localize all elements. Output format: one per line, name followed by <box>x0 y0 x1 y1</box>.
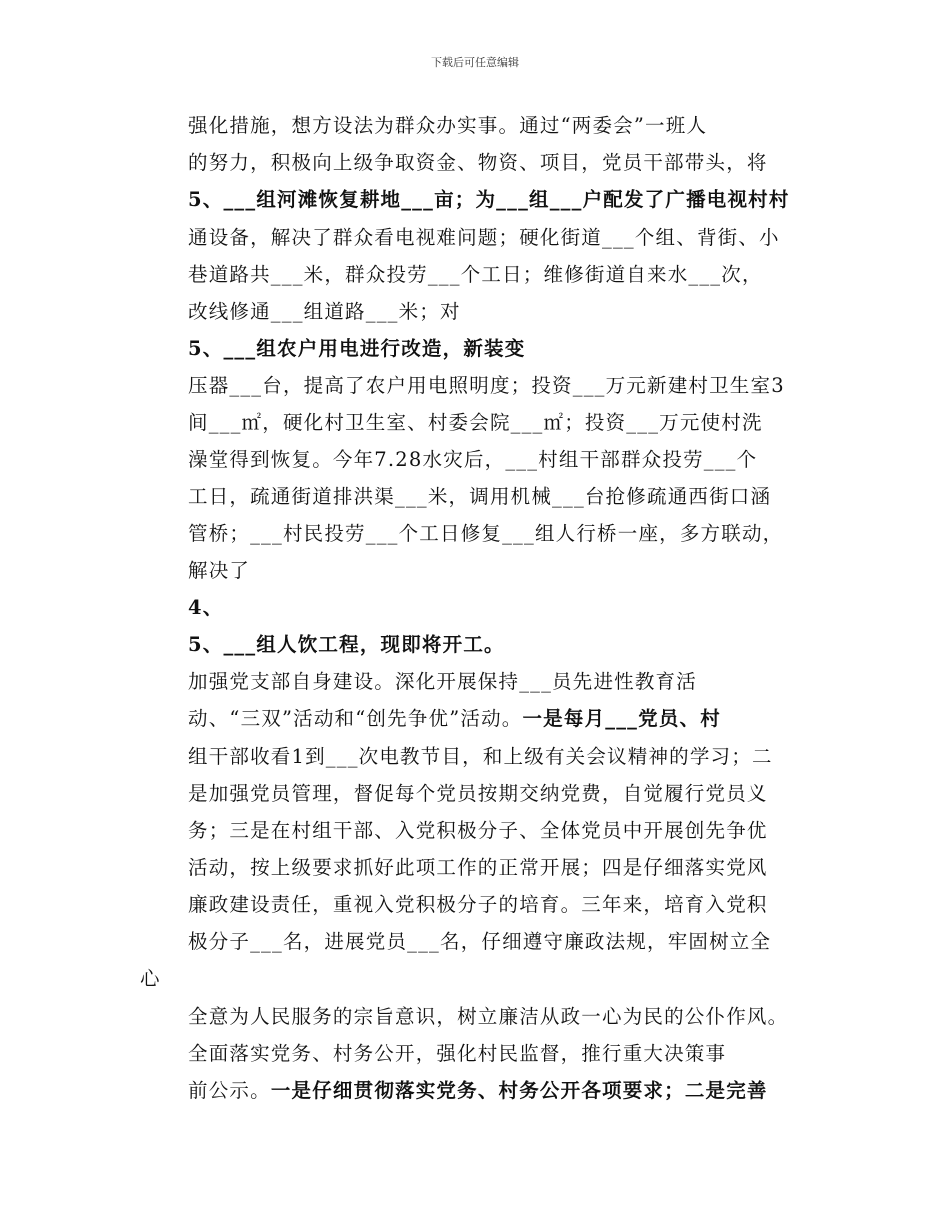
text-line <box>188 114 707 138</box>
text-segment-bold: 一是仔细贯彻落实党务、村务公开各项要求；二是完善 <box>270 1079 768 1102</box>
text-segment: 5、___组农户用电进行改造，新装变 <box>188 337 526 360</box>
text-line <box>188 448 757 472</box>
text-line <box>188 856 768 880</box>
text-segment: 5、___组河滩恢复耕地___亩；为___组___户配发了广播电视村村 <box>188 188 790 211</box>
text-segment: 廉政建设责任，重视入党积极分子的培育。三年来，培育入党积 <box>188 893 768 916</box>
page-header: 下载后可任意编辑 <box>431 56 519 69</box>
text-line <box>188 1079 768 1103</box>
text-line <box>188 1042 726 1066</box>
text-segment: 通设备，解决了群众看电视难问题；硬化街道___个组、背街、小 <box>188 226 780 249</box>
text-line <box>188 893 768 917</box>
text-line <box>188 707 721 731</box>
text-line <box>188 411 763 435</box>
text-segment: 间___㎡，硬化村卫生室、村委会院___㎡；投资___万元使村洗 <box>188 411 763 434</box>
text-segment: 改线修通___组道路___米；对 <box>188 300 461 323</box>
text-line <box>188 188 790 212</box>
text-line <box>140 967 161 991</box>
text-segment: 务；三是在村组干部、入党积极分子、全体党员中开展创先争优 <box>188 819 768 842</box>
text-line <box>188 522 783 546</box>
text-line <box>188 226 780 250</box>
text-segment: 全面落实党务、村务公开，强化村民监督，推行重大决策事 <box>188 1042 727 1065</box>
text-segment: 压器___台，提高了农户用电照明度；投资___万元新建村卫生室3 <box>188 374 785 397</box>
text-line <box>188 485 771 509</box>
text-segment: 的努力，积极向上级争取资金、物资、项目，党员干部带头，将 <box>188 151 768 174</box>
text-segment: 动、“三双”活动和“创先争优”活动。 <box>188 707 523 730</box>
text-line <box>188 930 771 954</box>
text-line <box>188 1005 788 1029</box>
text-line <box>188 337 525 361</box>
text-line <box>188 745 773 769</box>
text-line <box>188 300 461 324</box>
text-segment: 全意为人民服务的宗旨意识，树立廉洁从政一心为民的公仆作风。 <box>188 1005 789 1028</box>
text-line <box>188 263 763 287</box>
text-segment: 是加强党员管理，督促每个党员按期交纳党费，自觉履行党员义 <box>188 782 768 805</box>
text-segment-bold: 一是每月___党员、村 <box>522 707 721 730</box>
text-line <box>188 782 768 806</box>
text-line <box>188 633 505 657</box>
text-segment: 活动，按上级要求抓好此项工作的正常开展；四是仔细落实党风 <box>188 856 768 879</box>
text-segment: 管桥；___村民投劳___个工日修复___组人行桥一座，多方联动， <box>188 522 784 545</box>
text-line <box>188 596 223 620</box>
text-segment: 4、 <box>188 596 224 619</box>
text-segment: 工日，疏通街道排洪渠___米，调用机械___台抢修疏通西街口涵 <box>188 485 772 508</box>
text-segment: 前公示。 <box>188 1079 271 1102</box>
text-line <box>188 374 785 398</box>
text-segment: 巷道路共___米，群众投劳___个工日；维修街道自来水___次， <box>188 263 763 286</box>
text-segment: 解决了 <box>188 559 251 582</box>
text-segment: 组干部收看1到___次电教节目，和上级有关会议精神的学习；二 <box>188 745 773 768</box>
text-segment: 5、___组人饮工程，现即将开工。 <box>188 633 505 656</box>
text-line <box>188 151 768 175</box>
text-line <box>188 670 697 694</box>
text-line <box>188 819 768 843</box>
text-segment: 加强党支部自身建设。深化开展保持___员先进性教育活 <box>188 670 697 693</box>
text-segment: 澡堂得到恢复。今年7.28水灾后，___村组干部群众投劳___个 <box>188 448 758 471</box>
text-line <box>188 559 250 583</box>
text-segment: 极分子___名，进展党员___名，仔细遵守廉政法规，牢固树立全 <box>188 930 772 953</box>
text-segment: 强化措施，想方设法为群众办实事。通过“两委会”一班人 <box>188 114 708 137</box>
text-segment: 心 <box>140 967 161 990</box>
